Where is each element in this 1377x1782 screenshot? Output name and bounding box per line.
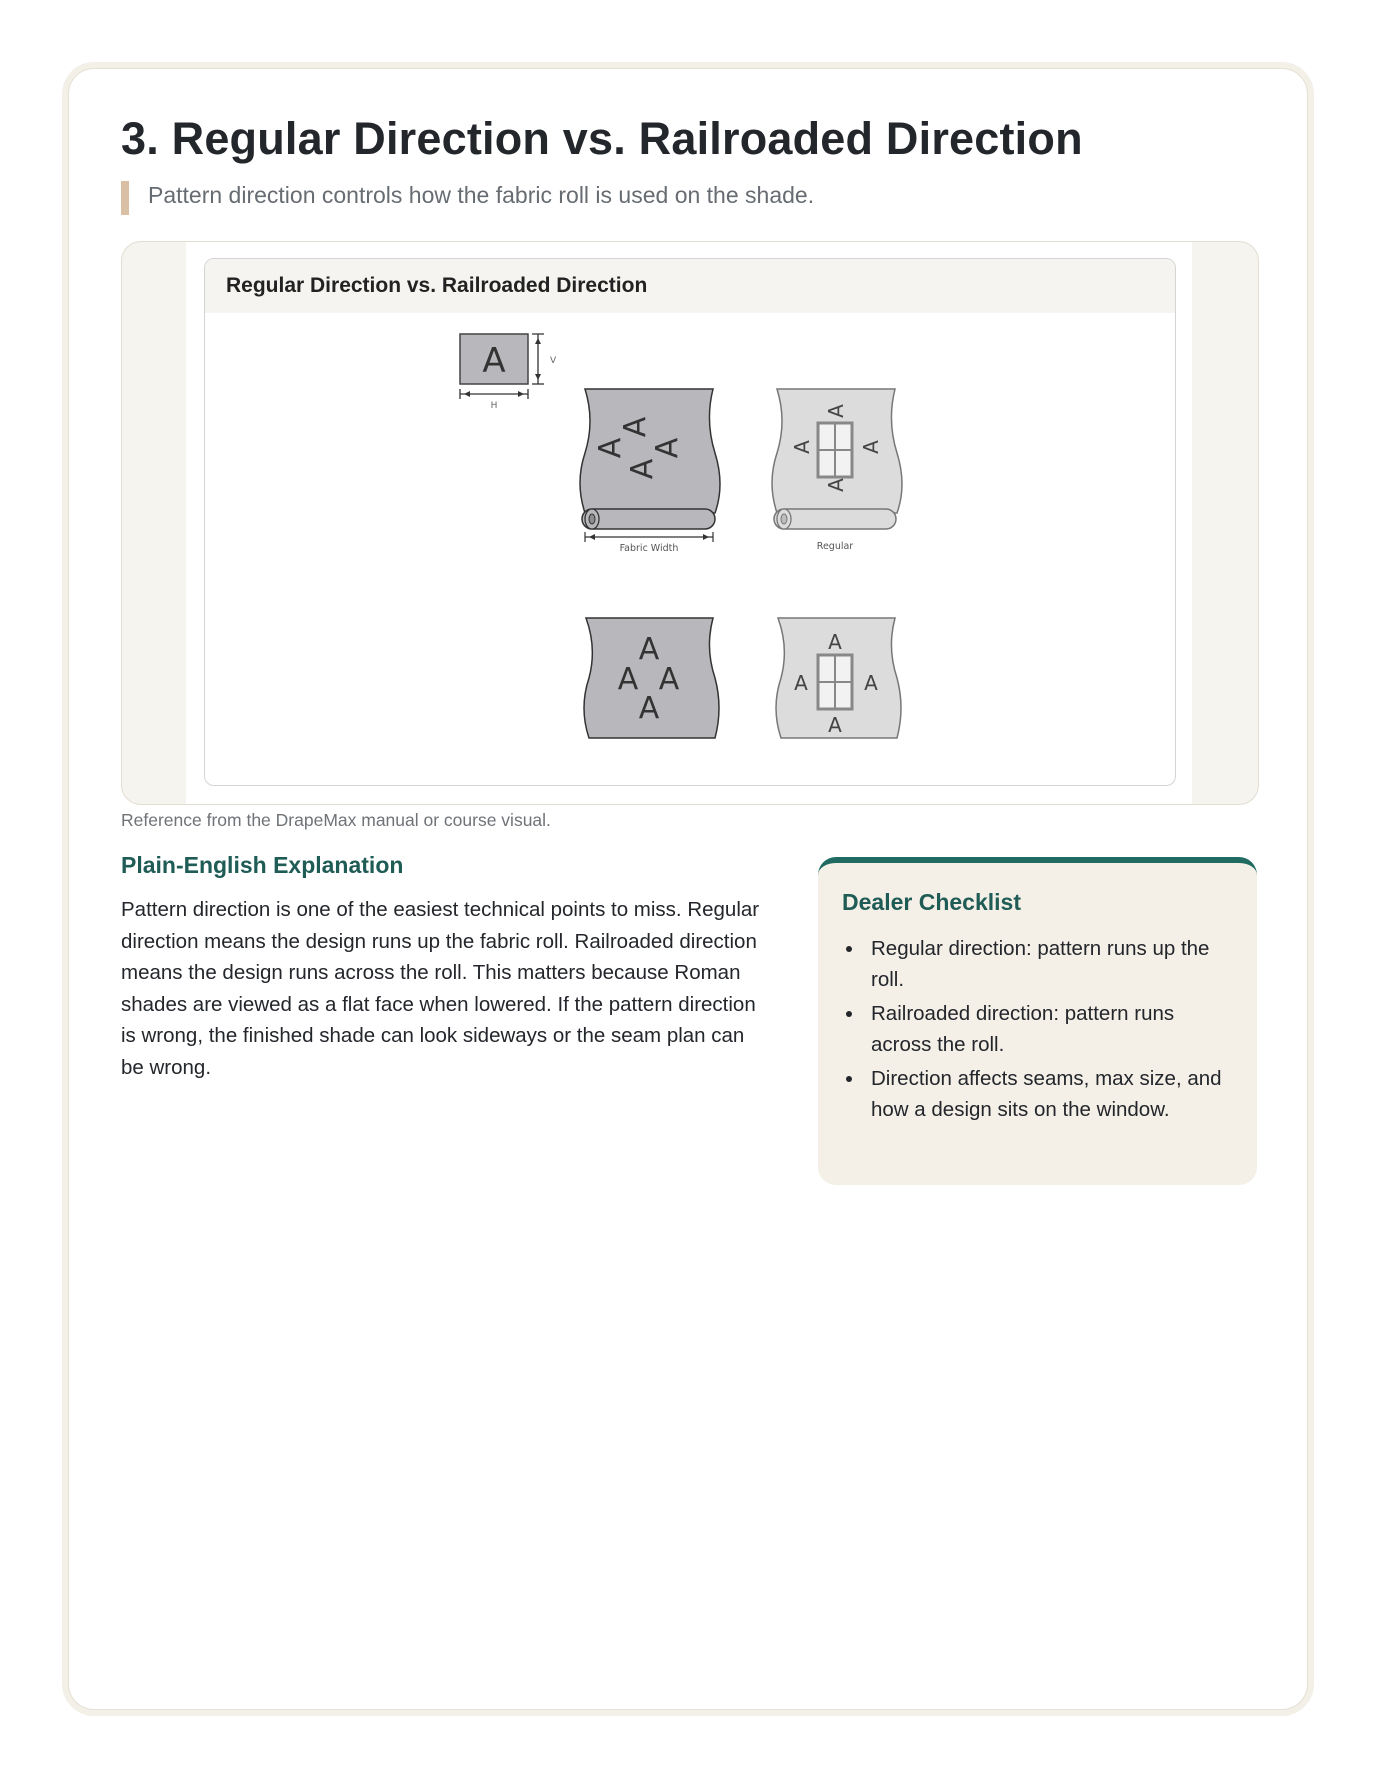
window-icon [818,423,852,477]
pattern-letter: A [650,437,685,459]
pattern-letter: A [658,662,680,697]
pattern-letter: A [593,437,628,459]
tile-letter: A [482,341,506,381]
checklist-title: Dealer Checklist [842,889,1021,915]
pattern-letter: A [790,440,814,454]
bullet-icon [846,1076,852,1082]
checklist-item-text: Railroaded direction: pattern runs across the roll. [871,1002,1175,1056]
pattern-letter: A [824,404,848,418]
checklist-item [842,1063,1222,1125]
explanation-body: Pattern direction is one of the easiest technical points to miss. Regular direction means the design runs up the fabric roll. Railroaded direction means the design runs across the roll. This matters because Roman shades are viewed as a flat face when lowered. If the pattern direction is wrong, the finished shade can look sideways or the seam plan can be wrong. [121,898,760,1079]
explanation-heading: Plain-English Explanation [121,852,404,878]
subtitle-accent-bar [121,181,129,215]
dealer-checklist-card [818,857,1257,1185]
fabric-width-label: Fabric Width [619,543,679,554]
pattern-letter: A [828,630,842,654]
pattern-tile [460,334,557,411]
regular-label: Regular [816,541,854,552]
page [68,68,1308,1710]
pattern-letter: A [864,671,878,695]
window-icon [818,655,852,709]
checklist-item [842,998,1222,1060]
bullet-icon [846,946,852,952]
regular-shade [772,389,902,552]
page-subtitle: Pattern direction controls how the fabric roll is used on the shade. [148,182,815,208]
checklist-item [842,933,1222,995]
checklist-item-text: Direction affects seams, max size, and how a design sits on the window. [871,1067,1222,1121]
checklist-list [842,933,1222,1128]
pattern-letter: A [859,440,883,454]
pattern-letter: A [618,416,653,438]
pattern-letter: A [794,671,808,695]
pattern-letter: A [824,478,848,492]
dim-v-label: V [550,356,557,366]
checklist-item-text: Regular direction: pattern runs up the roll. [871,937,1210,991]
figure-caption: Reference from the DrapeMax manual or course visual. [121,810,551,830]
dim-h-label: H [490,401,498,411]
figure-title: Regular Direction vs. Railroaded Direction [226,274,648,297]
railroaded-fabric-roll [580,389,720,554]
direction-diagram [205,313,1175,785]
figure-header [205,259,1175,313]
pattern-letter: A [828,713,842,737]
figure-image [186,242,1192,804]
pattern-letter: A [638,632,660,667]
fabric-upright-pattern [584,618,719,738]
page-title: 3. Regular Direction vs. Railroaded Direction [121,113,1083,164]
bullet-icon [846,1011,852,1017]
pattern-letter: A [625,458,660,480]
figure-frame [204,258,1176,786]
figure-card [121,241,1259,805]
pattern-letter: A [617,662,639,697]
pattern-letter: A [638,691,660,726]
shade-upright-pattern [776,618,901,738]
